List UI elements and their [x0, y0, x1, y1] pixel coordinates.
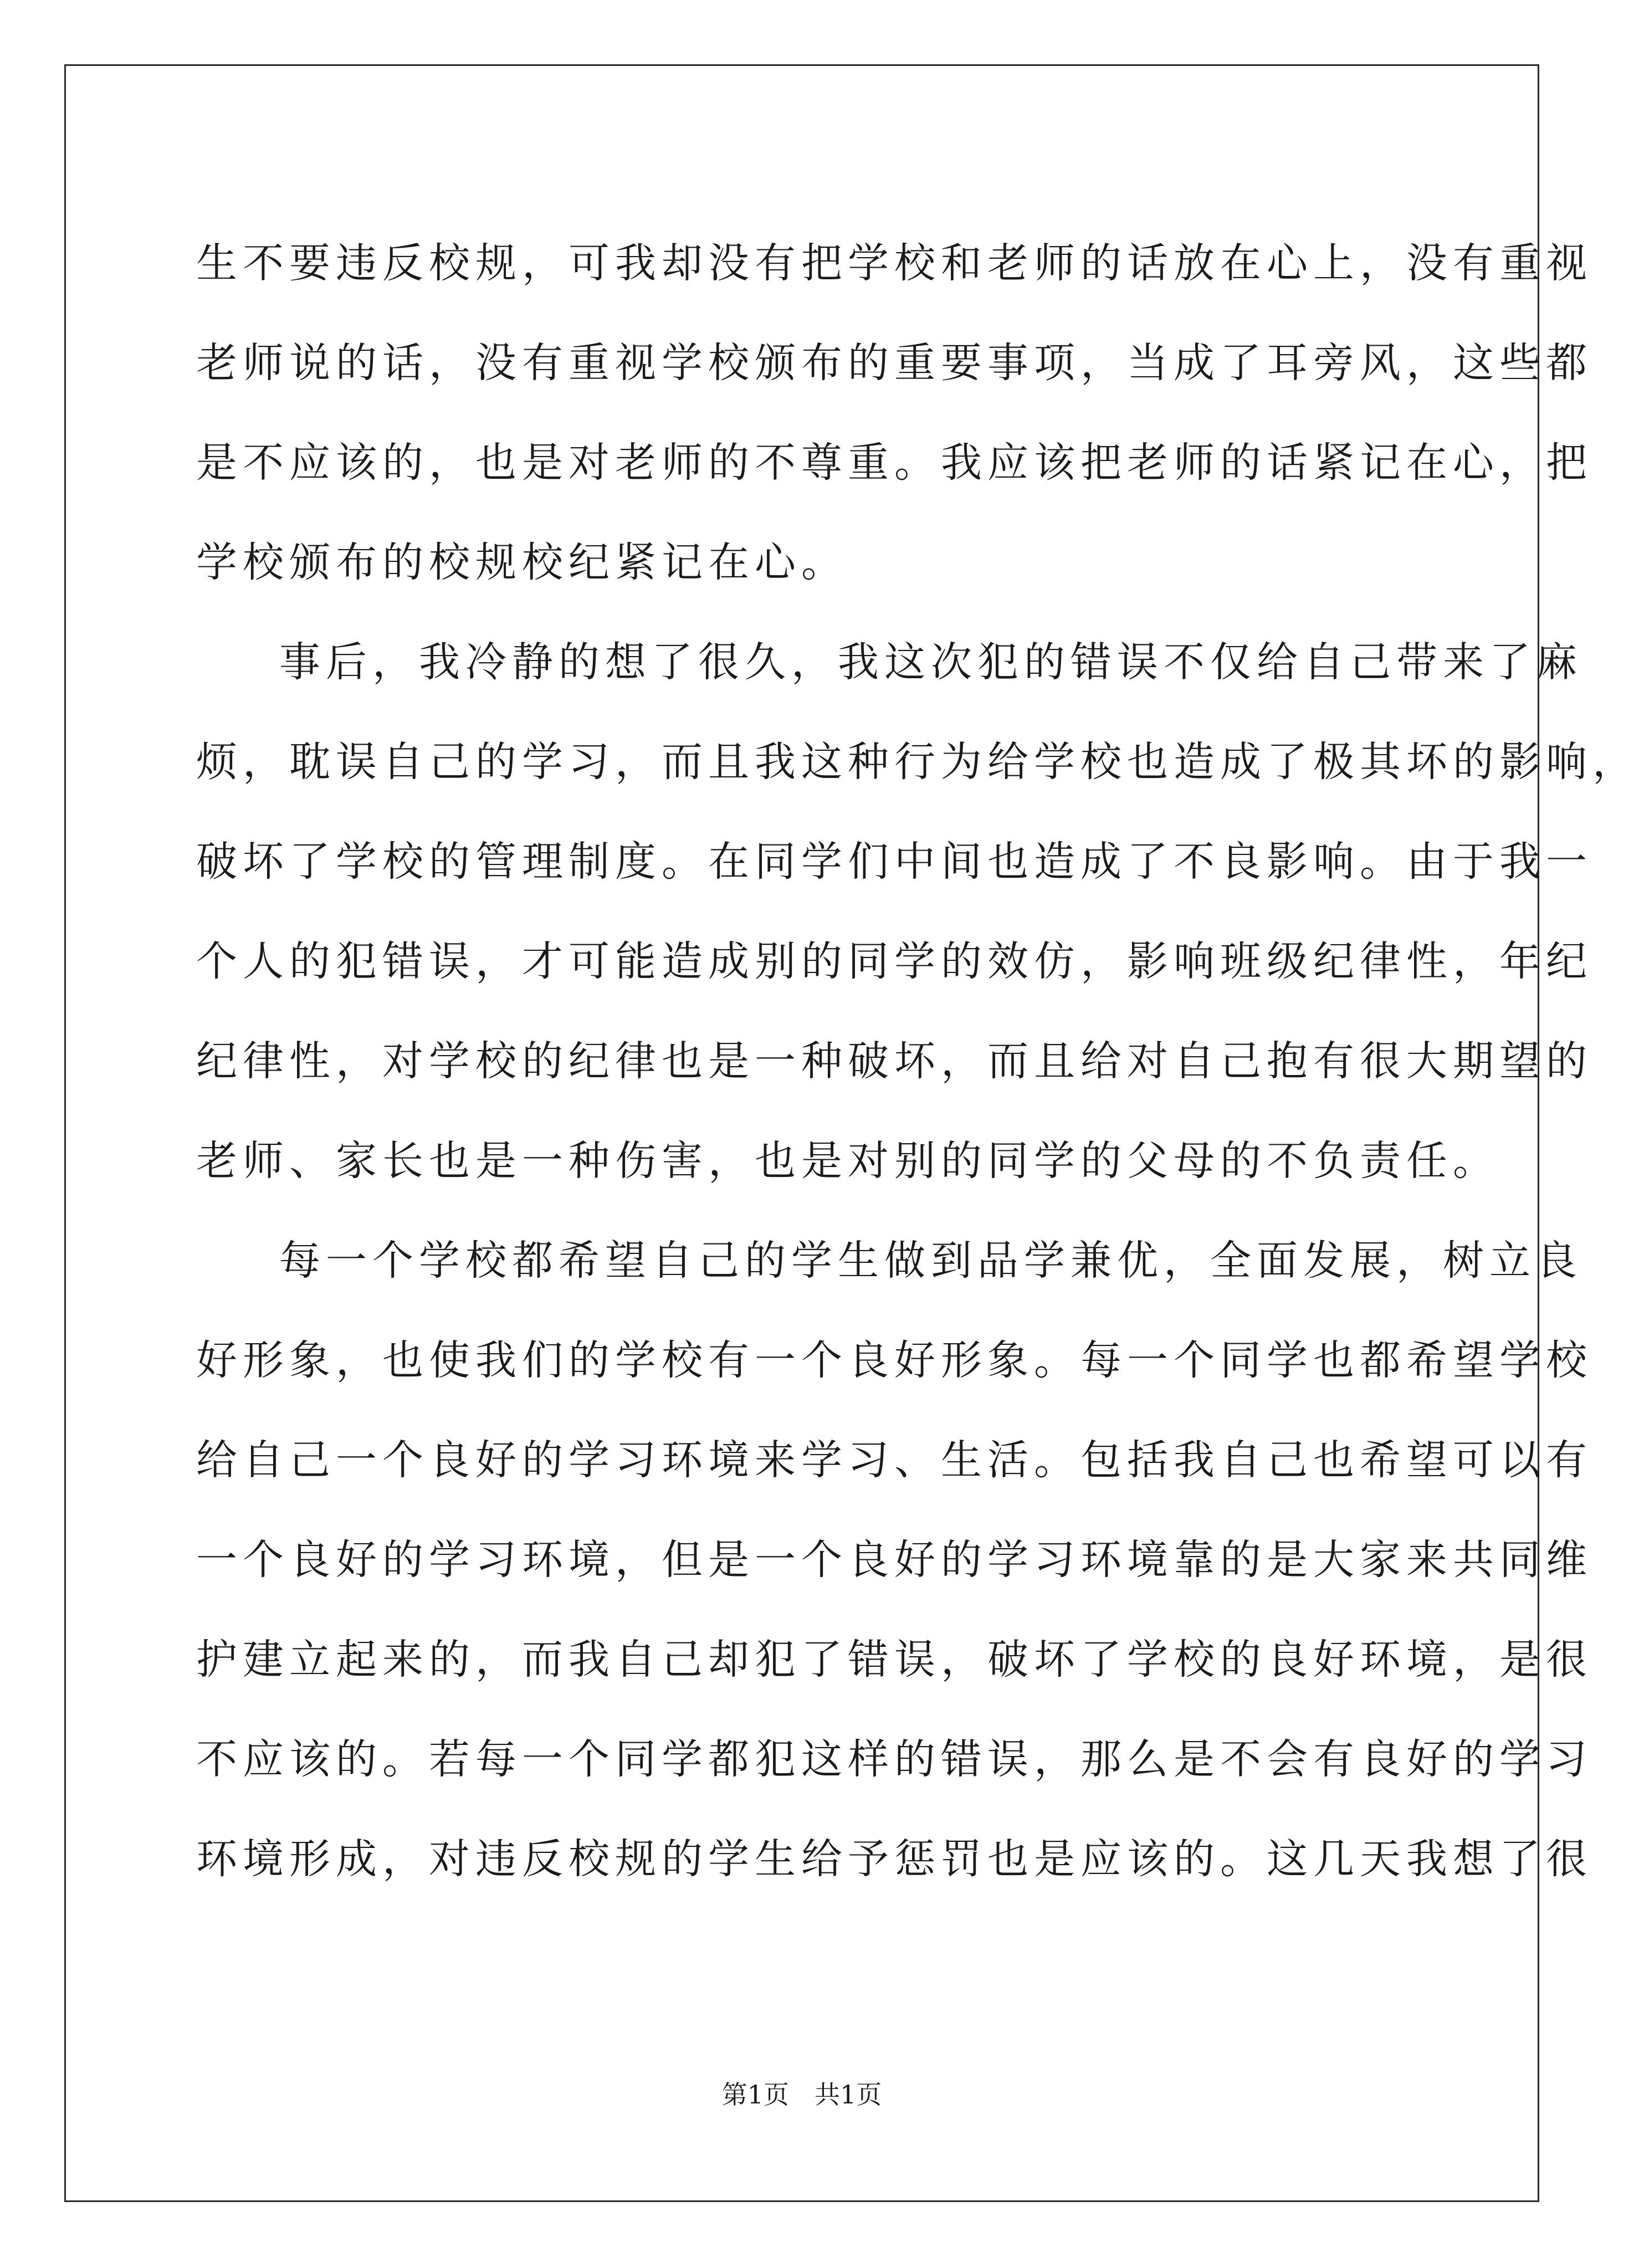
text-line: 好形象，也使我们的学校有一个良好形象。每一个同学也都希望学校: [196, 1337, 1592, 1384]
document-body: [196, 213, 1639, 1909]
text-line: 给自己一个良好的学习环境来学习、生活。包括我自己也希望可以有: [196, 1436, 1592, 1484]
paragraph-start-line: 事后，我冷静的想了很久，我这次犯的错误不仅给自己带来了麻: [279, 638, 1582, 686]
text-line: 护建立起来的，而我自己却犯了错误，破坏了学校的良好环境，是很: [196, 1636, 1592, 1683]
text-line: 一个良好的学习环境，但是一个良好的学习环境靠的是大家来共同维: [196, 1536, 1592, 1584]
page-footer: [0, 2078, 1604, 2111]
text-line: 是不应该的，也是对老师的不尊重。我应该把老师的话紧记在心，把: [196, 439, 1592, 487]
page-number-current: 第1页: [721, 2080, 789, 2110]
paragraph-start-line: 每一个学校都希望自己的学生做到品学兼优，全面发展，树立良: [279, 1237, 1582, 1284]
page-number-total: 共1页: [815, 2080, 882, 2110]
text-line: 环境形成，对违反校规的学生给予惩罚也是应该的。这几天我想了很: [196, 1835, 1592, 1883]
text-line: 烦，耽误自己的学习，而且我这种行为给学校也造成了极其坏的影响，: [196, 738, 1639, 786]
text-line: 个人的犯错误，才可能造成别的同学的效仿，影响班级纪律性，年纪: [196, 938, 1592, 985]
text-line: 生不要违反校规，可我却没有把学校和老师的话放在心上，没有重视: [196, 239, 1592, 287]
text-line: 破坏了学校的管理制度。在同学们中间也造成了不良影响。由于我一: [196, 838, 1592, 885]
text-line: 不应该的。若每一个同学都犯这样的错误，那么是不会有良好的学习: [196, 1735, 1592, 1783]
text-line: 老师说的话，没有重视学校颁布的重要事项，当成了耳旁风，这些都: [196, 339, 1592, 387]
text-line: 纪律性，对学校的纪律也是一种破坏，而且给对自己抱有很大期望的: [196, 1037, 1592, 1085]
text-line: 学校颁布的校规校纪紧记在心。: [196, 539, 848, 586]
text-line: 老师、家长也是一种伤害，也是对别的同学的父母的不负责任。: [196, 1137, 1499, 1185]
